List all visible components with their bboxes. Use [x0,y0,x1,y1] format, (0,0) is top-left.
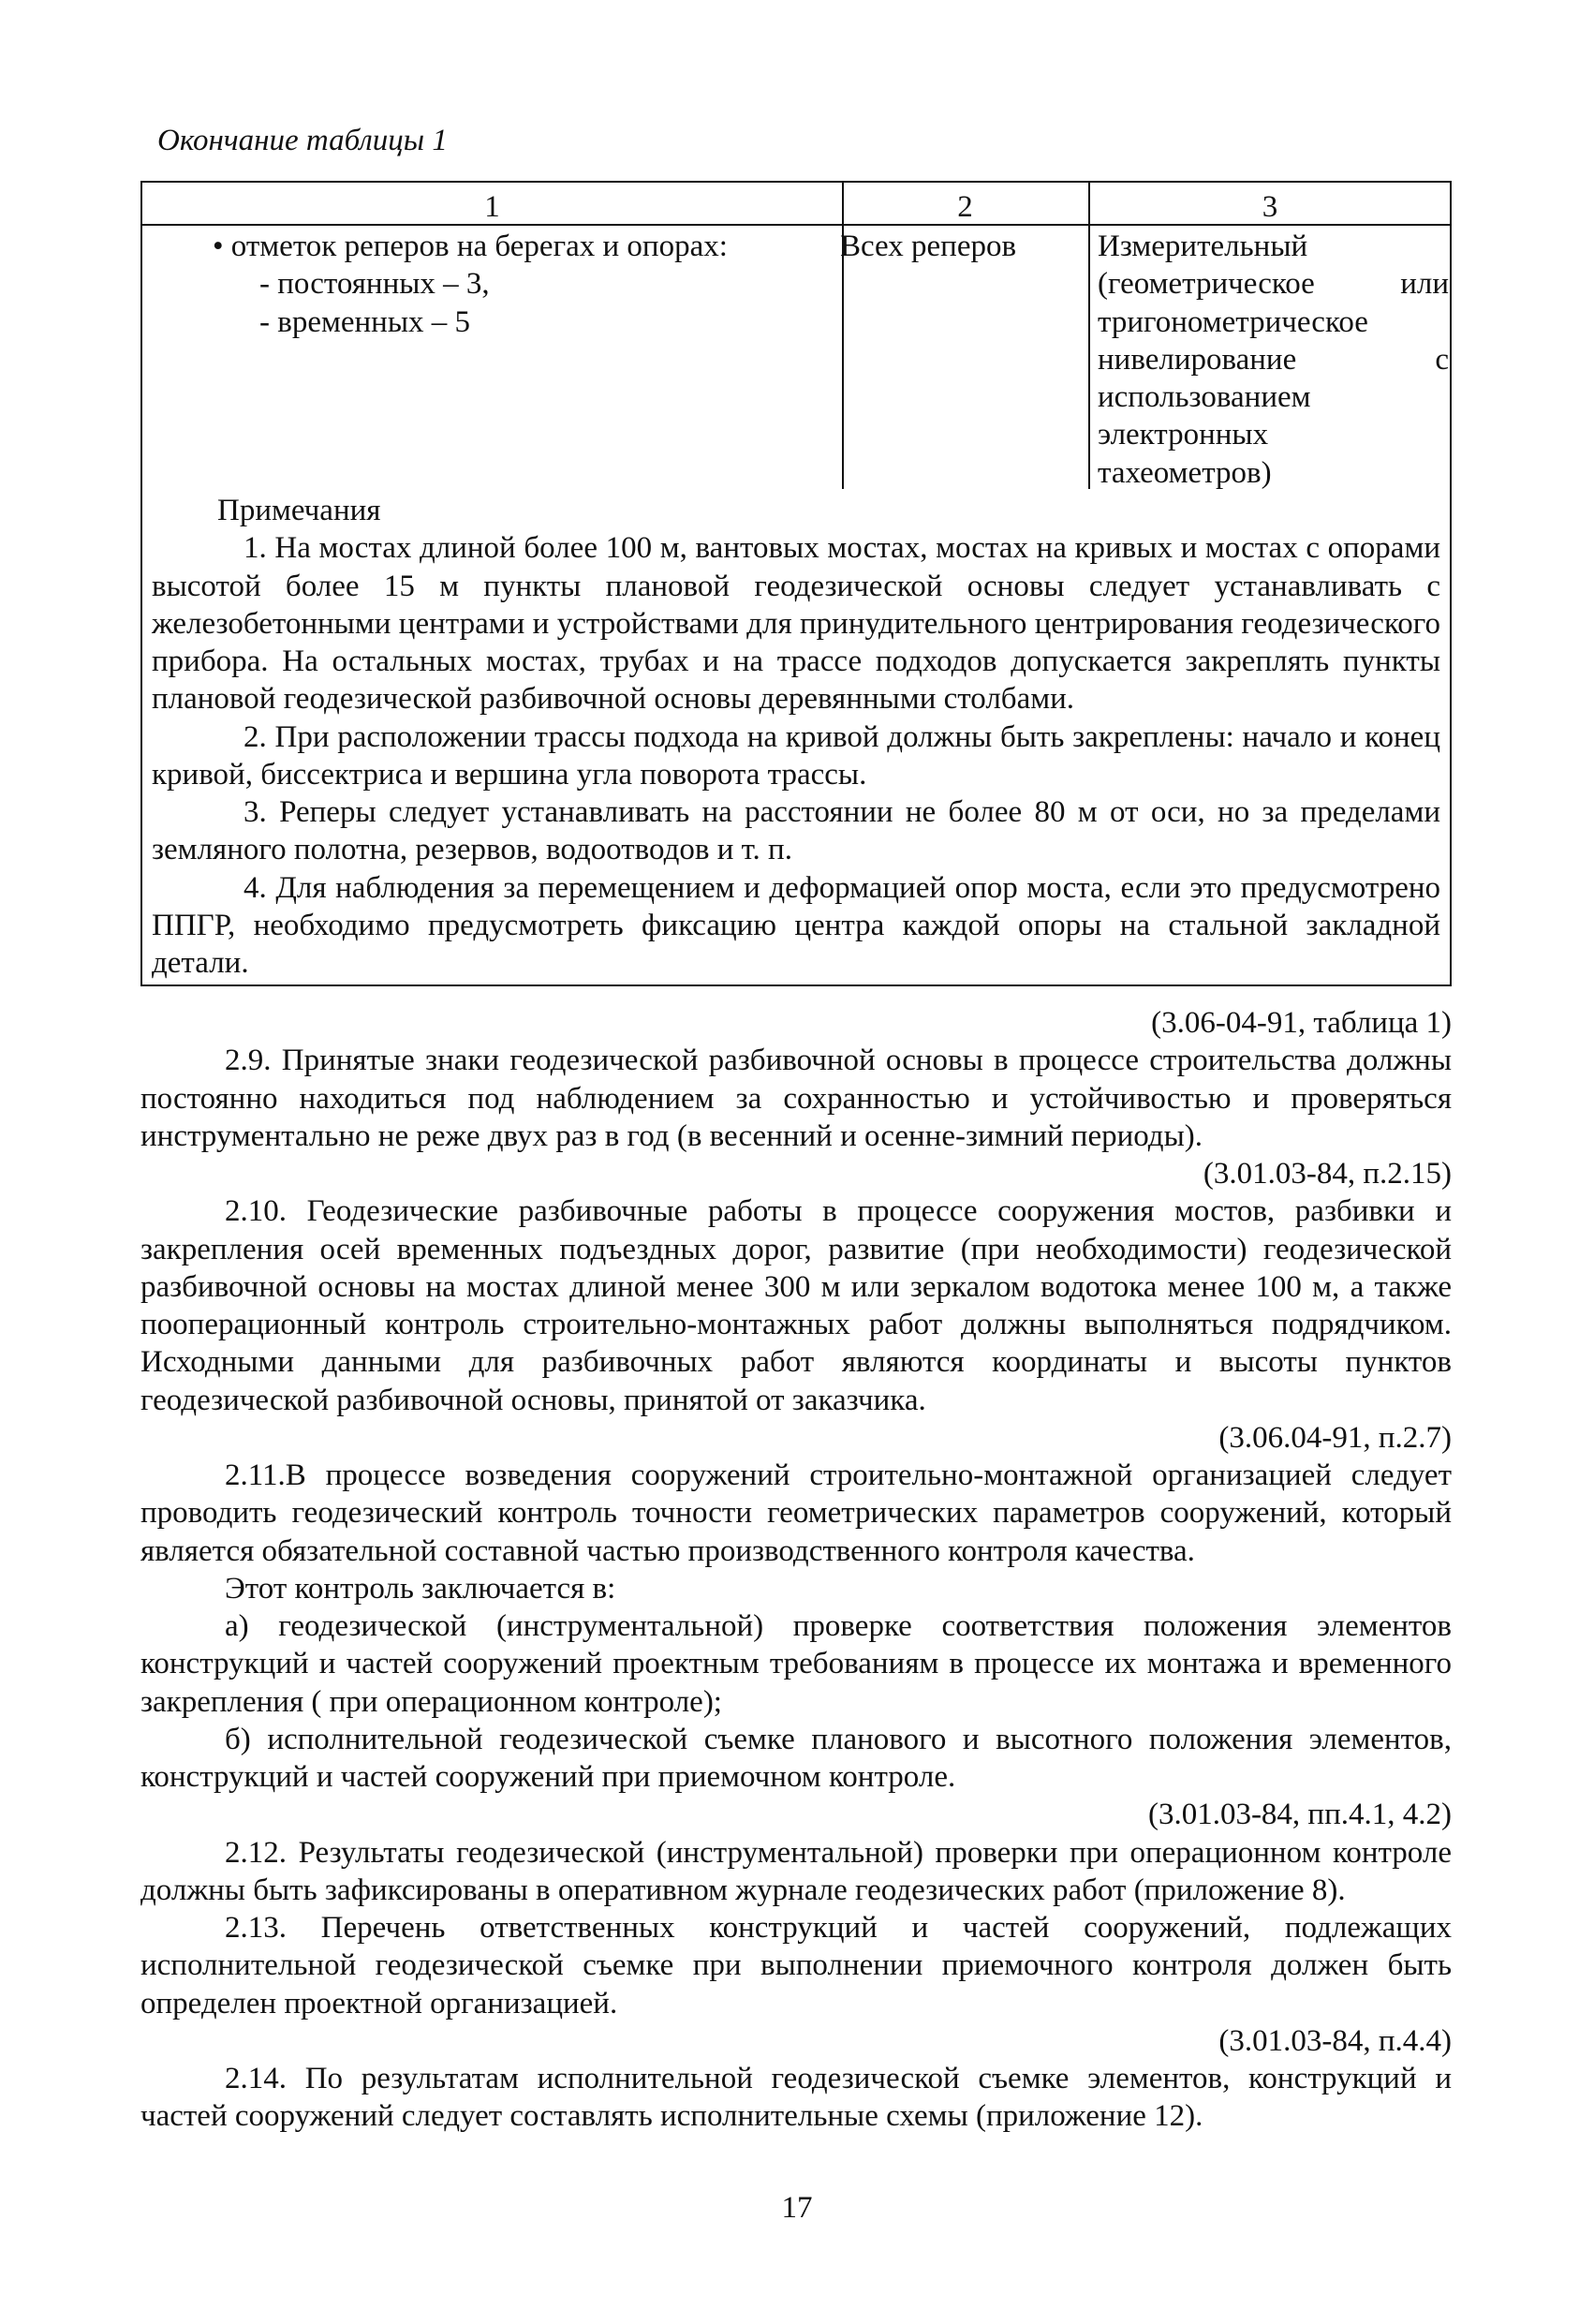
document-body [140,1004,1452,2136]
table-cell-col1 [213,228,728,341]
cell-line: - постоянных – 3, [259,267,490,302]
cell-line: электронных [1098,418,1269,452]
table-header-col3: 3 [1262,190,1278,224]
table-caption: Окончание таблицы 1 [157,124,448,157]
reference: (3.06.04-91, п.2.7) [1218,1420,1452,1455]
cell-line: Измерительный [1098,229,1308,263]
cell-line: - временных – 5 [259,304,470,339]
table-header-col1: 1 [484,190,500,224]
table [140,181,1452,986]
notes-title: Примечания [217,494,381,527]
cell-line: нивелирование с [1098,342,1449,377]
cell-line: тахеометров) [1098,455,1272,490]
table-cell-col2: Всех реперов [840,229,1017,263]
page-number: 17 [781,2191,813,2225]
note-1: 1. На мостах длиной более 100 м, вантовых мостах, мостах на кривых и мостах с опорами высотой более 15 м пункты плановой геодезической основы следует устанавливать с железобетонными центрами и устройствами для принудительного центрирования геодезического прибора. На остальных мостах, трубах и на трассе подходов допускается закреплять пункты плановой геодезической разбивочной основы деревянными столбами. [152,531,1440,717]
note-4: 4. Для наблюдения за перемещением и деформацией опор моста, если это предусмотрено ППГР, необходимо предусмотреть фиксацию центра каждой опоры на стальной закладной детали. [152,870,1440,980]
paragraph-2-9: 2.9. Принятые знаки геодезической разбивочной основы в процессе строительства должны постоянно находиться под наблюдением за сохранностью и устойчивостью и проверяться инструментально не реже двух раз в год (в весенний и осенне-зимний периоды). [140,1044,1452,1153]
reference: (3.01.03-84, пп.4.1, 4.2) [1147,1798,1452,1832]
reference: (3.06-04-91, таблица 1) [1151,1006,1452,1040]
note-3: 3. Реперы следует устанавливать на расстоянии не более 80 м от оси, но за пределами земляного полотна, резервов, водоотводов и т. п. [152,795,1440,867]
paragraph-2-12: 2.12. Результаты геодезической (инструментальной) проверки при операционном контроле должны быть зафиксированы в оперативном журнале геодезических работ (приложение 8). [140,1835,1452,1907]
cell-line: • отметок реперов на берегах и опорах: [213,229,728,263]
paragraph-2-11-a: а) геодезической (инструментальной) проверке соответствия положения элементов конструкций и частей сооружений проектным требованиям в процессе их монтажа и временного закрепления ( при операционном контроле); [140,1609,1452,1719]
table-header-col2: 2 [957,190,973,224]
paragraph-2-11-intro: Этот контроль заключается в: [225,1571,616,1606]
cell-line: (геометрическое или [1098,267,1449,302]
table-notes [152,492,1440,982]
cell-line: тригонометрическое [1098,304,1368,339]
column-divider-2 [1088,183,1090,489]
paragraph-2-11: 2.11.В процессе возведения сооружений строительно-монтажной организацией следует проводить геодезический контроль точности геометрических параметров сооружений, который является обязательной составной частью производственного контроля качества. [140,1458,1452,1568]
reference: (3.01.03-84, п.2.15) [1203,1157,1452,1191]
table-cell-col3 [1098,228,1449,492]
paragraph-2-13: 2.13. Перечень ответственных конструкций и частей сооружений, подлежащих исполнительной геодезической съемке при выполнении приемочного контроля должен быть определен проектной организацией. [140,1911,1452,2021]
note-2: 2. При расположении трассы подхода на кривой должны быть закреплены: начало и конец кривой, биссектриса и вершина угла поворота трассы. [152,719,1440,792]
reference: (3.01.03-84, п.4.4) [1218,2023,1452,2058]
paragraph-2-10: 2.10. Геодезические разбивочные работы в процессе сооружения мостов, разбивки и закрепления осей временных подъездных дорог, развитие (при необходимости) геодезической разбивочной основы на мостах длиной менее 300 м или зеркалом водотока менее 100 м, а также пооперационный контроль строительно-монтажных работ должны выполняться подрядчиком. Исходными данными для разбивочных работ являются координаты и высоты пунктов геодезической разбивочной основы, принятой от заказчика. [140,1194,1452,1417]
paragraph-2-11-b: б) исполнительной геодезической съемке планового и высотного положения элементов, конструкций и частей сооружений при приемочном контроле. [140,1722,1452,1794]
paragraph-2-14: 2.14. По результатам исполнительной геодезической съемке элементов, конструкций и частей сооружений следует составлять исполнительные схемы (приложение 12). [140,2062,1452,2134]
cell-line: использованием [1098,380,1311,414]
